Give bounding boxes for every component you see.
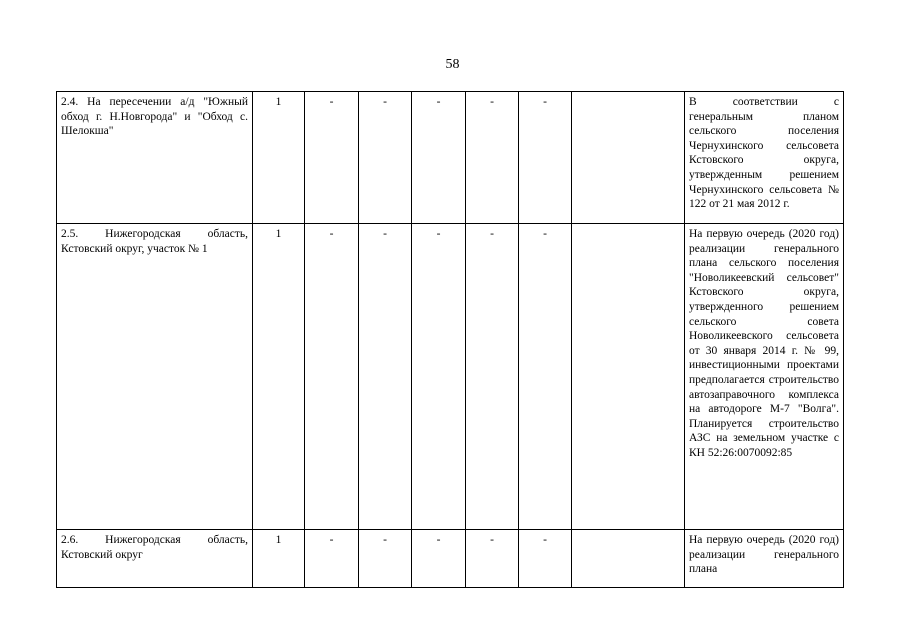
- value-cell: -: [412, 530, 466, 588]
- value-cell: -: [466, 530, 519, 588]
- value-cell: -: [305, 530, 359, 588]
- value-cell: -: [305, 92, 359, 224]
- note-cell: На первую очередь (2020 год) реализации генерального плана сельского поселения "Новоликеевский сельсовет" Кстовского округа, утвержденного решением сельского совета Новоликеевского сельсовета от 30 января 2014 г. № 99, инвестиционными проектами предполагается строительство автозаправочного комплекса на автодороге М-7 "Волга". Планируется строительство АЗС на земельном участке с КН 52:26:0070092:85: [685, 224, 844, 530]
- value-cell: -: [305, 224, 359, 530]
- value-cell: -: [466, 224, 519, 530]
- count-cell: 1: [253, 530, 305, 588]
- table-row: [57, 224, 844, 530]
- note-cell: В соответствии с генеральным планом сельского поселения Чернухинского сельсовета Кстовского округа, утвержденным решением Чернухинского сельсовета № 122 от 21 мая 2012 г.: [685, 92, 844, 224]
- row-name: 2.4. На пересечении а/д "Южный обход г. Н.Новгорода" и "Обход с. Шелокша": [57, 92, 253, 224]
- value-cell: -: [412, 92, 466, 224]
- value-cell: -: [359, 530, 412, 588]
- empty-cell: [572, 92, 685, 224]
- value-cell: -: [519, 224, 572, 530]
- page-number: 58: [445, 57, 460, 72]
- count-cell: 1: [253, 92, 305, 224]
- table-row: [57, 530, 844, 588]
- document-table: [56, 91, 844, 588]
- table-row: [57, 92, 844, 224]
- value-cell: -: [519, 530, 572, 588]
- note-cell: На первую очередь (2020 год) реализации генерального плана: [685, 530, 844, 588]
- value-cell: -: [359, 92, 412, 224]
- row-name: 2.6. Нижегородская область, Кстовский округ: [57, 530, 253, 588]
- value-cell: -: [519, 92, 572, 224]
- count-cell: 1: [253, 224, 305, 530]
- row-name: 2.5. Нижегородская область, Кстовский округ, участок № 1: [57, 224, 253, 530]
- value-cell: -: [412, 224, 466, 530]
- empty-cell: [572, 530, 685, 588]
- value-cell: -: [359, 224, 412, 530]
- value-cell: -: [466, 92, 519, 224]
- empty-cell: [572, 224, 685, 530]
